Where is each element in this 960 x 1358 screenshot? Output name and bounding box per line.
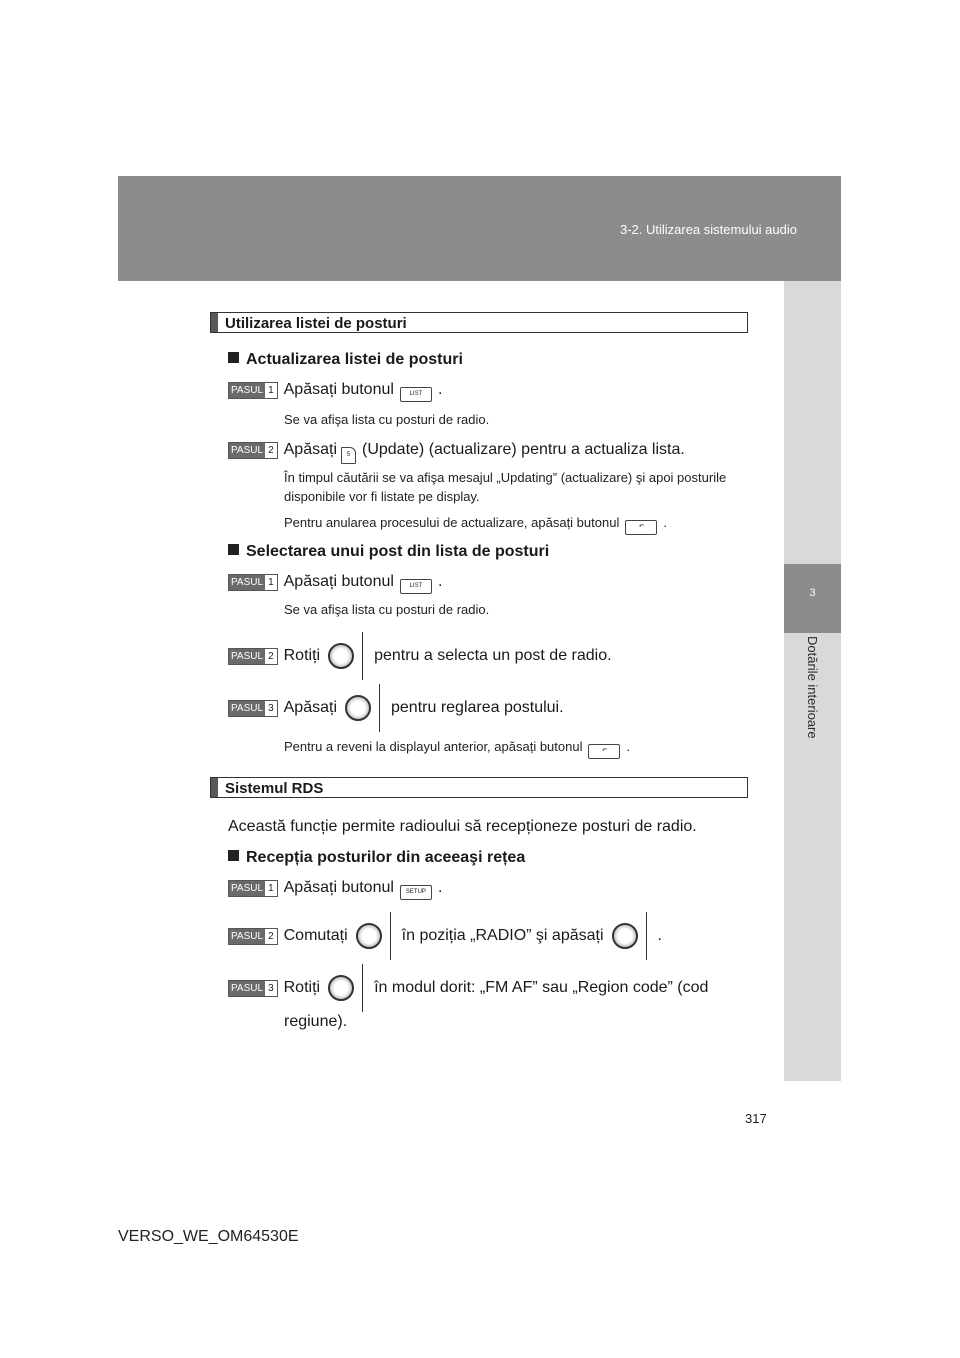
step-badge: PASUL 2 (228, 648, 278, 665)
list-button-icon: LIST (400, 579, 432, 594)
page-number: 317 (745, 1111, 767, 1126)
step-badge: PASUL 3 (228, 700, 278, 717)
step-badge: PASUL 1 (228, 382, 278, 399)
tune-knob-icon (328, 970, 364, 1006)
step-badge: PASUL 1 (228, 574, 278, 591)
square-bullet-icon (228, 352, 239, 363)
chapter-tab (784, 564, 841, 633)
chapter-label: Dotările interioare (805, 636, 820, 739)
rds-intro: Această funcție permite radioului să recepționeze posturi de radio. (228, 818, 697, 835)
note-update-1: Se va afişa lista cu posturi de radio. (284, 412, 490, 427)
note-select-1: Se va afişa lista cu posturi de radio. (284, 602, 490, 617)
step-badge: PASUL 2 (228, 928, 278, 945)
list-button-icon: LIST (400, 387, 432, 402)
step-rds-1: PASUL 1 Apăsați butonul SETUP . (228, 879, 442, 900)
square-bullet-icon (228, 850, 239, 861)
step-select-3: PASUL 3 Apăsați pentru reglarea postului. (228, 690, 564, 726)
step-update-1: PASUL 1 Apăsați butonul LIST . (228, 381, 442, 402)
subheading-update-list: Actualizarea listei de posturi (228, 351, 463, 369)
tune-knob-icon (345, 690, 381, 726)
section-heading-station-list: Utilizarea listei de posturi (210, 312, 748, 333)
step-badge: PASUL 1 (228, 880, 278, 897)
document-code: VERSO_WE_OM64530E (118, 1228, 299, 1245)
step-badge: PASUL 3 (228, 980, 278, 997)
subheading-select-station: Selectarea unui post din lista de posturi (228, 543, 549, 561)
note-update-2: În timpul căutării se va afişa mesajul „Updating” (actualizare) şi apoi posturile disponibile vor fi listate pe display. (284, 470, 727, 504)
header-band (118, 176, 841, 281)
step-select-2: PASUL 2 Rotiți pentru a selecta un post de radio. (228, 638, 612, 674)
tune-knob-icon (356, 918, 392, 954)
section-header-title: 3-2. Utilizarea sistemului audio (619, 222, 797, 237)
back-arrow-icon: ↶ (625, 520, 657, 535)
section-heading-rds: Sistemul RDS (210, 777, 748, 798)
note-update-3: Pentru anularea procesului de actualizare, apăsați butonul ↶ . (284, 513, 754, 535)
step-rds-3: PASUL 3 Rotiți în modul dorit: „FM AF” sau „Region code” (cod (228, 970, 708, 1006)
subheading-same-network: Recepția posturilor din aceeaşi rețea (228, 849, 525, 867)
step-select-1: PASUL 1 Apăsați butonul LIST . (228, 573, 442, 594)
update-tab-icon: 5 (341, 447, 356, 464)
step-update-2: PASUL 2 Apăsați 5 (Update) (actualizare) pentru a actualiza lista. (228, 441, 685, 464)
back-arrow-icon: ↶ (588, 744, 620, 759)
step-rds-3-continuation: regiune). (284, 1013, 348, 1030)
step-badge: PASUL 2 (228, 442, 278, 459)
note-select-2: Pentru a reveni la displayul anterior, apăsați butonul ↶ . (284, 737, 754, 759)
setup-button-icon: SETUP (400, 885, 432, 900)
tune-knob-icon (612, 918, 648, 954)
tune-knob-icon (328, 638, 364, 674)
square-bullet-icon (228, 544, 239, 555)
chapter-number: 3 (809, 587, 816, 599)
step-rds-2: PASUL 2 Comutați în poziția „RADIO” şi apăsați . (228, 918, 662, 954)
